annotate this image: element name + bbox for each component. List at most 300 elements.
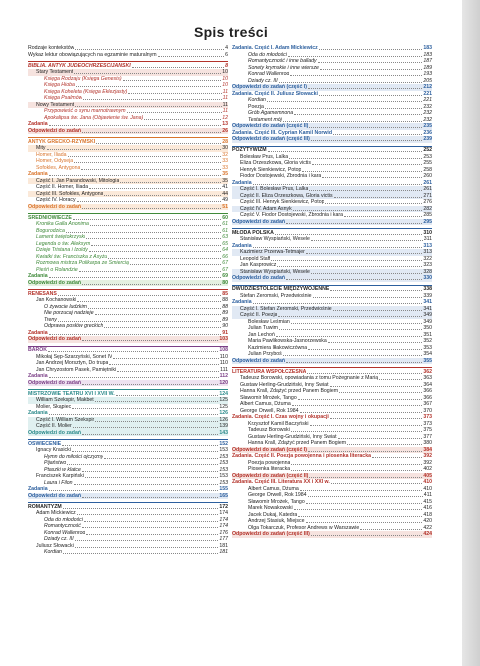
toc-leader-dots xyxy=(312,164,422,165)
toc-entry xyxy=(232,136,432,143)
toc-leader-dots xyxy=(84,521,218,522)
toc-leader-dots xyxy=(311,240,423,241)
toc-entry-title: Eliza Orzeszkowa, Gloria victis xyxy=(240,160,311,166)
toc-leader-dots xyxy=(308,451,422,452)
toc-page-number: 61 xyxy=(222,227,228,234)
toc-page-number: 416 xyxy=(423,505,432,511)
toc-entry-title: Zadania. Część II. Poezja powojenna i piosenka literacka xyxy=(232,453,371,459)
toc-page-number: 411 xyxy=(423,492,432,498)
toc-page-number: 66 xyxy=(222,253,228,260)
toc-entry-title: Albert Camus, Dżuma xyxy=(240,401,291,407)
toc-page-number: 392 xyxy=(423,459,432,466)
toc-entry-title: RENESANS xyxy=(28,290,57,297)
toc-page-number: 189 xyxy=(423,64,432,71)
toc-leader-dots xyxy=(90,225,221,226)
toc-entry xyxy=(28,493,228,500)
toc-entry xyxy=(28,502,228,510)
toc-leader-dots xyxy=(88,308,221,309)
toc-entry-title: Sławomir Mrożek, Tango xyxy=(240,394,297,401)
toc-entry xyxy=(28,389,228,397)
toc-leader-dots xyxy=(290,75,422,76)
toc-leader-dots xyxy=(82,208,221,209)
toc-page-number: 177 xyxy=(219,536,228,542)
toc-leader-dots xyxy=(82,471,218,472)
toc-page-number: 61 xyxy=(222,221,228,227)
toc-page-number: 255 xyxy=(423,160,432,166)
toc-page-number: 10 xyxy=(222,75,228,82)
toc-leader-dots xyxy=(63,553,218,554)
toc-leader-dots xyxy=(319,49,423,50)
toc-leader-dots xyxy=(77,514,219,515)
toc-page-number: 112 xyxy=(219,373,228,379)
toc-entry-title: Zadania xyxy=(28,171,48,177)
toc-leader-dots xyxy=(267,101,422,102)
toc-entry-title: Marek Nowakowski xyxy=(248,505,293,511)
toc-page-number: 366 xyxy=(423,394,432,401)
toc-entry-title: Ptaszki w klatce xyxy=(44,466,81,473)
toc-page-number: 341 xyxy=(423,305,432,312)
toc-entry-title: Treny xyxy=(44,316,57,323)
toc-leader-dots xyxy=(113,358,218,359)
toc-page-number: 165 xyxy=(219,492,228,499)
toc-page-number: 276 xyxy=(423,199,432,205)
toc-leader-dots xyxy=(310,425,423,426)
toc-page-number: 338 xyxy=(423,286,432,292)
toc-entry-title: Franciszek Karpiński xyxy=(36,473,84,479)
toc-entry-title: Dziady cz. III xyxy=(44,536,74,542)
toc-leader-dots xyxy=(275,234,422,235)
toc-entry-title: Zadania. Część I. Adam Mickiewicz xyxy=(232,45,318,51)
toc-leader-dots xyxy=(291,464,422,465)
toc-page-number: 44 xyxy=(222,190,228,197)
toc-page-number: 11 xyxy=(222,95,228,101)
toc-page-number: 35 xyxy=(222,171,228,177)
toc-page-number: 65 xyxy=(222,240,228,247)
toc-page-number: 13 xyxy=(222,121,228,127)
toc-entry-title: Kordian xyxy=(248,97,266,103)
toc-page-number: 4 xyxy=(225,45,228,51)
toc-page-number: 90 xyxy=(222,323,228,329)
toc-page-number: 339 xyxy=(423,292,432,299)
toc-page-number: 33 xyxy=(222,158,228,164)
toc-entry-title: Poezja xyxy=(248,103,264,110)
toc-page-number: 153 xyxy=(219,479,228,486)
toc-entry-title: Zadania xyxy=(232,242,252,249)
toc-leader-dots xyxy=(289,158,422,159)
toc-entry xyxy=(232,228,432,236)
toc-page-number: 153 xyxy=(219,447,228,453)
toc-page-number: 363 xyxy=(423,375,432,381)
toc-leader-dots xyxy=(300,490,423,491)
toc-leader-dots xyxy=(67,464,218,465)
toc-leader-dots xyxy=(95,401,219,402)
toc-entry-title: Maria Pawlikowska-Jasnorzewska xyxy=(248,338,327,344)
toc-entry-title: OŚWIECENIE xyxy=(28,440,62,447)
toc-leader-dots xyxy=(278,316,422,317)
toc-page-number: 352 xyxy=(423,338,432,344)
toc-leader-dots xyxy=(82,132,221,133)
toc-entry-title: Sławomir Mrożek, Tango xyxy=(248,498,305,505)
toc-entry-title: Odpowiedzi do zadań xyxy=(232,218,286,225)
toc-entry-title: Część II. Homer, Iliada xyxy=(36,184,89,190)
toc-page-number: 152 xyxy=(219,440,228,447)
toc-entry-title: Romantyczność xyxy=(44,523,81,529)
toc-leader-dots xyxy=(58,295,221,296)
toc-entry-title: BIBLIA. ANTYK JUDEOCHRZEŚCIJAŃSKI xyxy=(28,62,131,69)
toc-leader-dots xyxy=(95,314,222,315)
toc-page-number: 261 xyxy=(423,179,432,186)
toc-leader-dots xyxy=(372,457,422,458)
toc-page-number: 33 xyxy=(222,164,228,171)
toc-page-number: 205 xyxy=(423,77,432,84)
toc-entry xyxy=(28,52,228,59)
toc-leader-dots xyxy=(127,112,222,113)
toc-entry-title: Zadania xyxy=(28,373,48,379)
toc-page-number: 375 xyxy=(423,427,432,433)
toc-page-number: 67 xyxy=(222,266,228,273)
toc-leader-dots xyxy=(306,253,422,254)
toc-page-number: 236 xyxy=(423,129,432,136)
toc-entry-title: Kwiatki św. Franciszka z Asyżu xyxy=(36,253,108,260)
toc-entry-title: Zadania xyxy=(28,329,48,336)
toc-leader-dots xyxy=(79,271,221,272)
toc-leader-dots xyxy=(253,247,423,248)
toc-entry xyxy=(28,380,228,387)
toc-entry-title: Oda do młodości xyxy=(248,51,287,58)
toc-page-number: 124 xyxy=(219,390,228,397)
toc-entry-title: Odpowiedzi do zadań xyxy=(28,127,82,134)
toc-leader-dots xyxy=(302,171,422,172)
toc-entry-title: Odpowiedzi do zadań (część I) xyxy=(232,84,307,90)
toc-entry-title: Zadania. Część III. Cyprian Kamil Norwid xyxy=(232,129,333,136)
toc-entry-title: Kordian xyxy=(44,549,62,555)
toc-leader-dots xyxy=(286,279,422,280)
toc-leader-dots xyxy=(72,451,218,452)
toc-leader-dots xyxy=(49,277,222,278)
toc-leader-dots xyxy=(49,125,222,126)
toc-leader-dots xyxy=(68,156,222,157)
toc-leader-dots xyxy=(334,197,423,198)
toc-page-number: 89 xyxy=(222,316,228,323)
toc-entry-title: MŁODA POLSKA xyxy=(232,229,274,236)
toc-entry-title: ŚREDNIOWIECZE xyxy=(28,214,72,221)
toc-leader-dots xyxy=(75,540,219,541)
toc-leader-dots xyxy=(116,395,219,396)
toc-entry-title: O żywocie ludzkim xyxy=(44,303,87,310)
toc-leader-dots xyxy=(291,323,423,324)
toc-leader-dots xyxy=(300,412,423,413)
toc-leader-dots xyxy=(313,297,423,298)
toc-leader-dots xyxy=(291,431,423,432)
toc-leader-dots xyxy=(49,490,219,491)
toc-page-number: 26 xyxy=(222,127,228,134)
toc-page-number: 253 xyxy=(423,153,432,160)
toc-entry-title: Jan Andrzej Morsztyn, Do trupa xyxy=(36,360,109,366)
toc-page-number: 125 xyxy=(219,403,228,410)
toc-leader-dots xyxy=(49,377,219,378)
toc-entry-title: Juliusz Słowacki xyxy=(36,542,74,549)
toc-leader-dots xyxy=(318,62,423,63)
toc-entry-title: Zadania. Część III. Literatura XX i XXI w. xyxy=(232,479,330,485)
toc-entry-title: Część III. Sofokles, Antygona xyxy=(36,190,104,197)
toc-page-number: 153 xyxy=(219,460,228,466)
toc-page-number: 187 xyxy=(423,58,432,64)
toc-entry xyxy=(28,289,228,297)
toc-entry-title: Leopold Staff xyxy=(240,255,271,262)
toc-page-number: 174 xyxy=(219,516,228,523)
toc-entry-title: Zadania xyxy=(232,179,252,186)
toc-leader-dots xyxy=(294,509,423,510)
toc-page-number: 183 xyxy=(423,45,432,51)
toc-page-number: 69 xyxy=(222,273,228,279)
toc-leader-dots xyxy=(82,527,218,528)
toc-entry-title: Kazimiera Iłłakowiczówna xyxy=(248,344,308,351)
toc-page-number: 351 xyxy=(423,331,432,338)
toc-entry-title: Odpowiedzi do zadań (część II) xyxy=(232,123,309,129)
toc-leader-dots xyxy=(58,321,221,322)
toc-entry-title: Konrad Wallenrod xyxy=(44,529,86,536)
toc-entry-title: Zadania. Część II. Juliusz Słowacki xyxy=(232,90,318,97)
toc-page-number: 51 xyxy=(222,203,228,210)
toc-page-number: 252 xyxy=(423,147,432,153)
toc-page-number: 89 xyxy=(222,310,228,316)
toc-entry-title: Molier, Skąpiec xyxy=(36,403,72,410)
toc-leader-dots xyxy=(360,529,422,530)
toc-entry-title: POZYTYWIZM xyxy=(232,147,267,153)
toc-leader-dots xyxy=(73,219,221,220)
toc-leader-dots xyxy=(253,303,423,304)
toc-entry-title: Nowy Testament xyxy=(36,101,75,108)
toc-page-number: 12 xyxy=(222,114,228,121)
toc-entry-title: Zadania xyxy=(28,486,48,492)
toc-page-number: 232 xyxy=(423,116,432,123)
toc-entry-title: Zadania xyxy=(28,410,48,416)
toc-page-number: 221 xyxy=(423,90,432,97)
toc-entry-title: MISTRZOWIE TEATRU XVI I XVII W. xyxy=(28,390,115,397)
toc-leader-dots xyxy=(288,56,422,57)
toc-leader-dots xyxy=(82,497,218,498)
toc-leader-dots xyxy=(75,49,224,50)
toc-entry-title: Piosenka literacka xyxy=(248,466,291,472)
toc-leader-dots xyxy=(309,127,422,128)
toc-entry xyxy=(28,128,228,135)
toc-entry-title: Legenda o św. Aleksym xyxy=(36,240,91,247)
toc-entry-title: Sofokles, Antygona xyxy=(36,164,81,171)
toc-entry-title: Krzysztof Kamil Baczyński xyxy=(248,420,309,427)
toc-entry-title: Jan Kasprowicz xyxy=(240,262,277,268)
toc-page-number: 181 xyxy=(219,549,228,555)
toc-entry-title: Bolesław Leśmian xyxy=(248,318,290,325)
toc-entry xyxy=(28,137,228,145)
toc-leader-dots xyxy=(309,190,422,191)
toc-page-number: 6 xyxy=(225,51,228,58)
toc-page-number: 364 xyxy=(423,381,432,388)
toc-entry-title: Stanisław Wyspiański, Wesele xyxy=(240,268,310,275)
toc-entry-title: Hymn do miłości ojczyzny xyxy=(44,453,104,460)
toc-leader-dots xyxy=(298,516,422,517)
toc-page-number: 126 xyxy=(219,410,228,416)
toc-leader-dots xyxy=(63,508,219,509)
toc-entry-title: George Orwell, Rok 1984 xyxy=(248,492,307,498)
toc-leader-dots xyxy=(48,351,218,352)
toc-entry-title: Odpowiedzi do zadań (część III) xyxy=(232,531,310,537)
toc-leader-dots xyxy=(77,301,221,302)
toc-page-number: 183 xyxy=(423,51,432,58)
toc-entry-title: Tadeusz Borowski, opowiadania z tomu Pożegnanie z Marią xyxy=(240,375,379,381)
toc-leader-dots xyxy=(120,182,221,183)
toc-leader-dots xyxy=(86,534,218,535)
toc-entry-title: Kazimierz Przerwa-Tetmajer xyxy=(240,249,305,255)
toc-leader-dots xyxy=(279,329,422,330)
toc-entry xyxy=(232,531,432,538)
toc-page-number: 103 xyxy=(219,336,228,342)
toc-entry-title: ROMANTYZM xyxy=(28,503,62,510)
toc-page-number: 221 xyxy=(423,97,432,103)
toc-leader-dots xyxy=(333,310,423,311)
toc-leader-dots xyxy=(265,108,422,109)
toc-page-number: 63 xyxy=(222,234,228,240)
toc-leader-dots xyxy=(95,421,218,422)
toc-entry-title: Oda do młodości xyxy=(44,516,83,523)
toc-entry-title: Andrzej Stasiuk, Miejsce xyxy=(248,518,305,524)
toc-leader-dots xyxy=(268,151,423,152)
toc-leader-dots xyxy=(66,232,221,233)
toc-leader-dots xyxy=(320,69,422,70)
toc-page-number: 323 xyxy=(423,262,432,268)
toc-leader-dots xyxy=(283,355,423,356)
toc-entry-title: Stefan Żeromski, Przedwiośnie xyxy=(240,292,312,299)
toc-entry-title: Część I. William Szekspir xyxy=(36,416,95,423)
toc-page-number: 49 xyxy=(222,197,228,203)
toc-page-number: 350 xyxy=(423,325,432,331)
toc-leader-dots xyxy=(379,379,422,380)
toc-entry-title: Konrad Wallenrod xyxy=(248,71,290,77)
toc-leader-dots xyxy=(74,484,219,485)
toc-leader-dots xyxy=(311,140,423,141)
toc-entry-title: Część IV. Adam Asnyk xyxy=(240,205,292,212)
toc-page-number: 88 xyxy=(222,297,228,303)
toc-page-number: 91 xyxy=(222,329,228,336)
toc-page-number: 373 xyxy=(423,414,432,420)
toc-entry xyxy=(28,61,228,69)
toc-leader-dots xyxy=(308,349,422,350)
toc-entry-title: Odpowiedzi do zadań (część I) xyxy=(232,446,307,453)
toc-entry-title: Część IV. Horacy xyxy=(36,197,76,203)
toc-page-number: 11 xyxy=(222,101,228,108)
toc-entry-title: Apokalipsa św. Jana (Objawienie św. Jana) xyxy=(44,114,144,121)
toc-entry xyxy=(232,358,432,365)
toc-entry-title: Zadania xyxy=(232,299,252,305)
toc-leader-dots xyxy=(325,203,422,204)
toc-leader-dots xyxy=(307,373,422,374)
toc-page-number: 322 xyxy=(423,255,432,262)
toc-page-number: 120 xyxy=(219,379,228,386)
toc-leader-dots xyxy=(47,149,222,150)
toc-entry xyxy=(28,280,228,287)
toc-entry-title: Część II. Poezja xyxy=(240,312,278,318)
toc-entry-title: Odpowiedzi do zadań xyxy=(28,429,82,436)
toc-entry-title: Część V. Fiodor Dostojewski, Zbrodnia i kara xyxy=(240,212,344,218)
toc-leader-dots xyxy=(344,216,422,217)
toc-entry-title: Odpowiedzi do zadań (część II) xyxy=(232,472,309,479)
toc-leader-dots xyxy=(132,67,224,68)
toc-entry-title: Część II. Molier xyxy=(36,423,72,429)
toc-leader-dots xyxy=(279,82,423,83)
toc-leader-dots xyxy=(292,405,423,406)
toc-leader-dots xyxy=(76,86,221,87)
toc-leader-dots xyxy=(104,195,221,196)
toc-entry-title: Henryk Sienkiewicz, Potop xyxy=(240,166,302,173)
toc-leader-dots xyxy=(277,266,422,267)
toc-leader-dots xyxy=(81,169,221,170)
toc-page-number: 418 xyxy=(423,511,432,518)
toc-leader-dots xyxy=(330,386,423,387)
toc-entry-title: Adam Mickiewicz xyxy=(36,510,76,516)
toc-page-number: 10 xyxy=(222,69,228,75)
toc-entry xyxy=(232,219,432,226)
toc-entry-title: Jacek Dukaj, Katedra xyxy=(248,511,298,518)
toc-entry-title: Pieśń o Rolandzie xyxy=(36,266,78,273)
page-edge-shadow xyxy=(462,0,480,666)
toc-page-number: 349 xyxy=(423,312,432,318)
toc-entry xyxy=(28,336,228,343)
toc-leader-dots xyxy=(89,251,221,252)
toc-entry-title: Przypowieść o synu marnotrawnym xyxy=(44,108,126,114)
toc-page-number: 367 xyxy=(423,401,432,407)
toc-entry-title: Kronika Galla Anonima xyxy=(36,221,89,227)
toc-page-number: 341 xyxy=(423,299,432,305)
toc-leader-dots xyxy=(293,210,423,211)
toc-page-number: 64 xyxy=(222,247,228,253)
toc-page-number: 174 xyxy=(219,510,228,516)
toc-entry-title: Pijaństwo xyxy=(44,460,67,466)
toc-leader-dots xyxy=(49,334,222,335)
toc-page-number: 143 xyxy=(219,429,228,436)
toc-entry-title: Zadania. Część I. Czas wojny i okupacji xyxy=(232,414,329,420)
toc-entry-title: William Szekspir, Makbet xyxy=(36,397,94,403)
toc-page-number: 380 xyxy=(423,440,432,446)
toc-leader-dots xyxy=(333,134,422,135)
toc-page-number: 402 xyxy=(423,466,432,472)
toc-entry xyxy=(28,430,228,437)
toc-leader-dots xyxy=(311,273,422,274)
toc-leader-dots xyxy=(308,496,423,497)
toc-leader-dots xyxy=(286,223,422,224)
toc-page-number: 10 xyxy=(222,82,228,88)
toc-entry-title: Gustaw Herling-Grudziński, Inny Świat xyxy=(248,433,337,440)
toc-page-number: 111 xyxy=(220,366,228,373)
toc-leader-dots xyxy=(74,73,221,74)
toc-page-number: 349 xyxy=(423,318,432,325)
toc-entry-title: ANTYK GRECKO-RZYMSKI xyxy=(28,138,96,145)
toc-leader-dots xyxy=(82,434,218,435)
toc-entry-title: Olga Tokarczuk, Profesor Andrews w Warszawie xyxy=(248,524,360,531)
toc-page-number: 11 xyxy=(222,108,228,114)
toc-entry-title: Poezja powojenna xyxy=(248,459,291,466)
toc-entry-title: Jan Chryzostom Pasek, Pamiętniki xyxy=(36,366,117,373)
toc-page-number: 174 xyxy=(219,523,228,529)
toc-page-number: 313 xyxy=(423,249,432,255)
toc-entry xyxy=(232,367,432,375)
toc-leader-dots xyxy=(62,445,218,446)
toc-leader-dots xyxy=(86,238,221,239)
toc-page-number: 239 xyxy=(423,136,432,142)
toc-entry-title: Część III. Henryk Sienkiewicz, Potop xyxy=(240,199,325,205)
toc-leader-dots xyxy=(330,290,422,291)
toc-leader-dots xyxy=(330,418,422,419)
toc-entry-title: Zadania xyxy=(28,121,48,127)
toc-entry-title: LITERATURA WSPÓŁCZESNA xyxy=(232,368,307,375)
